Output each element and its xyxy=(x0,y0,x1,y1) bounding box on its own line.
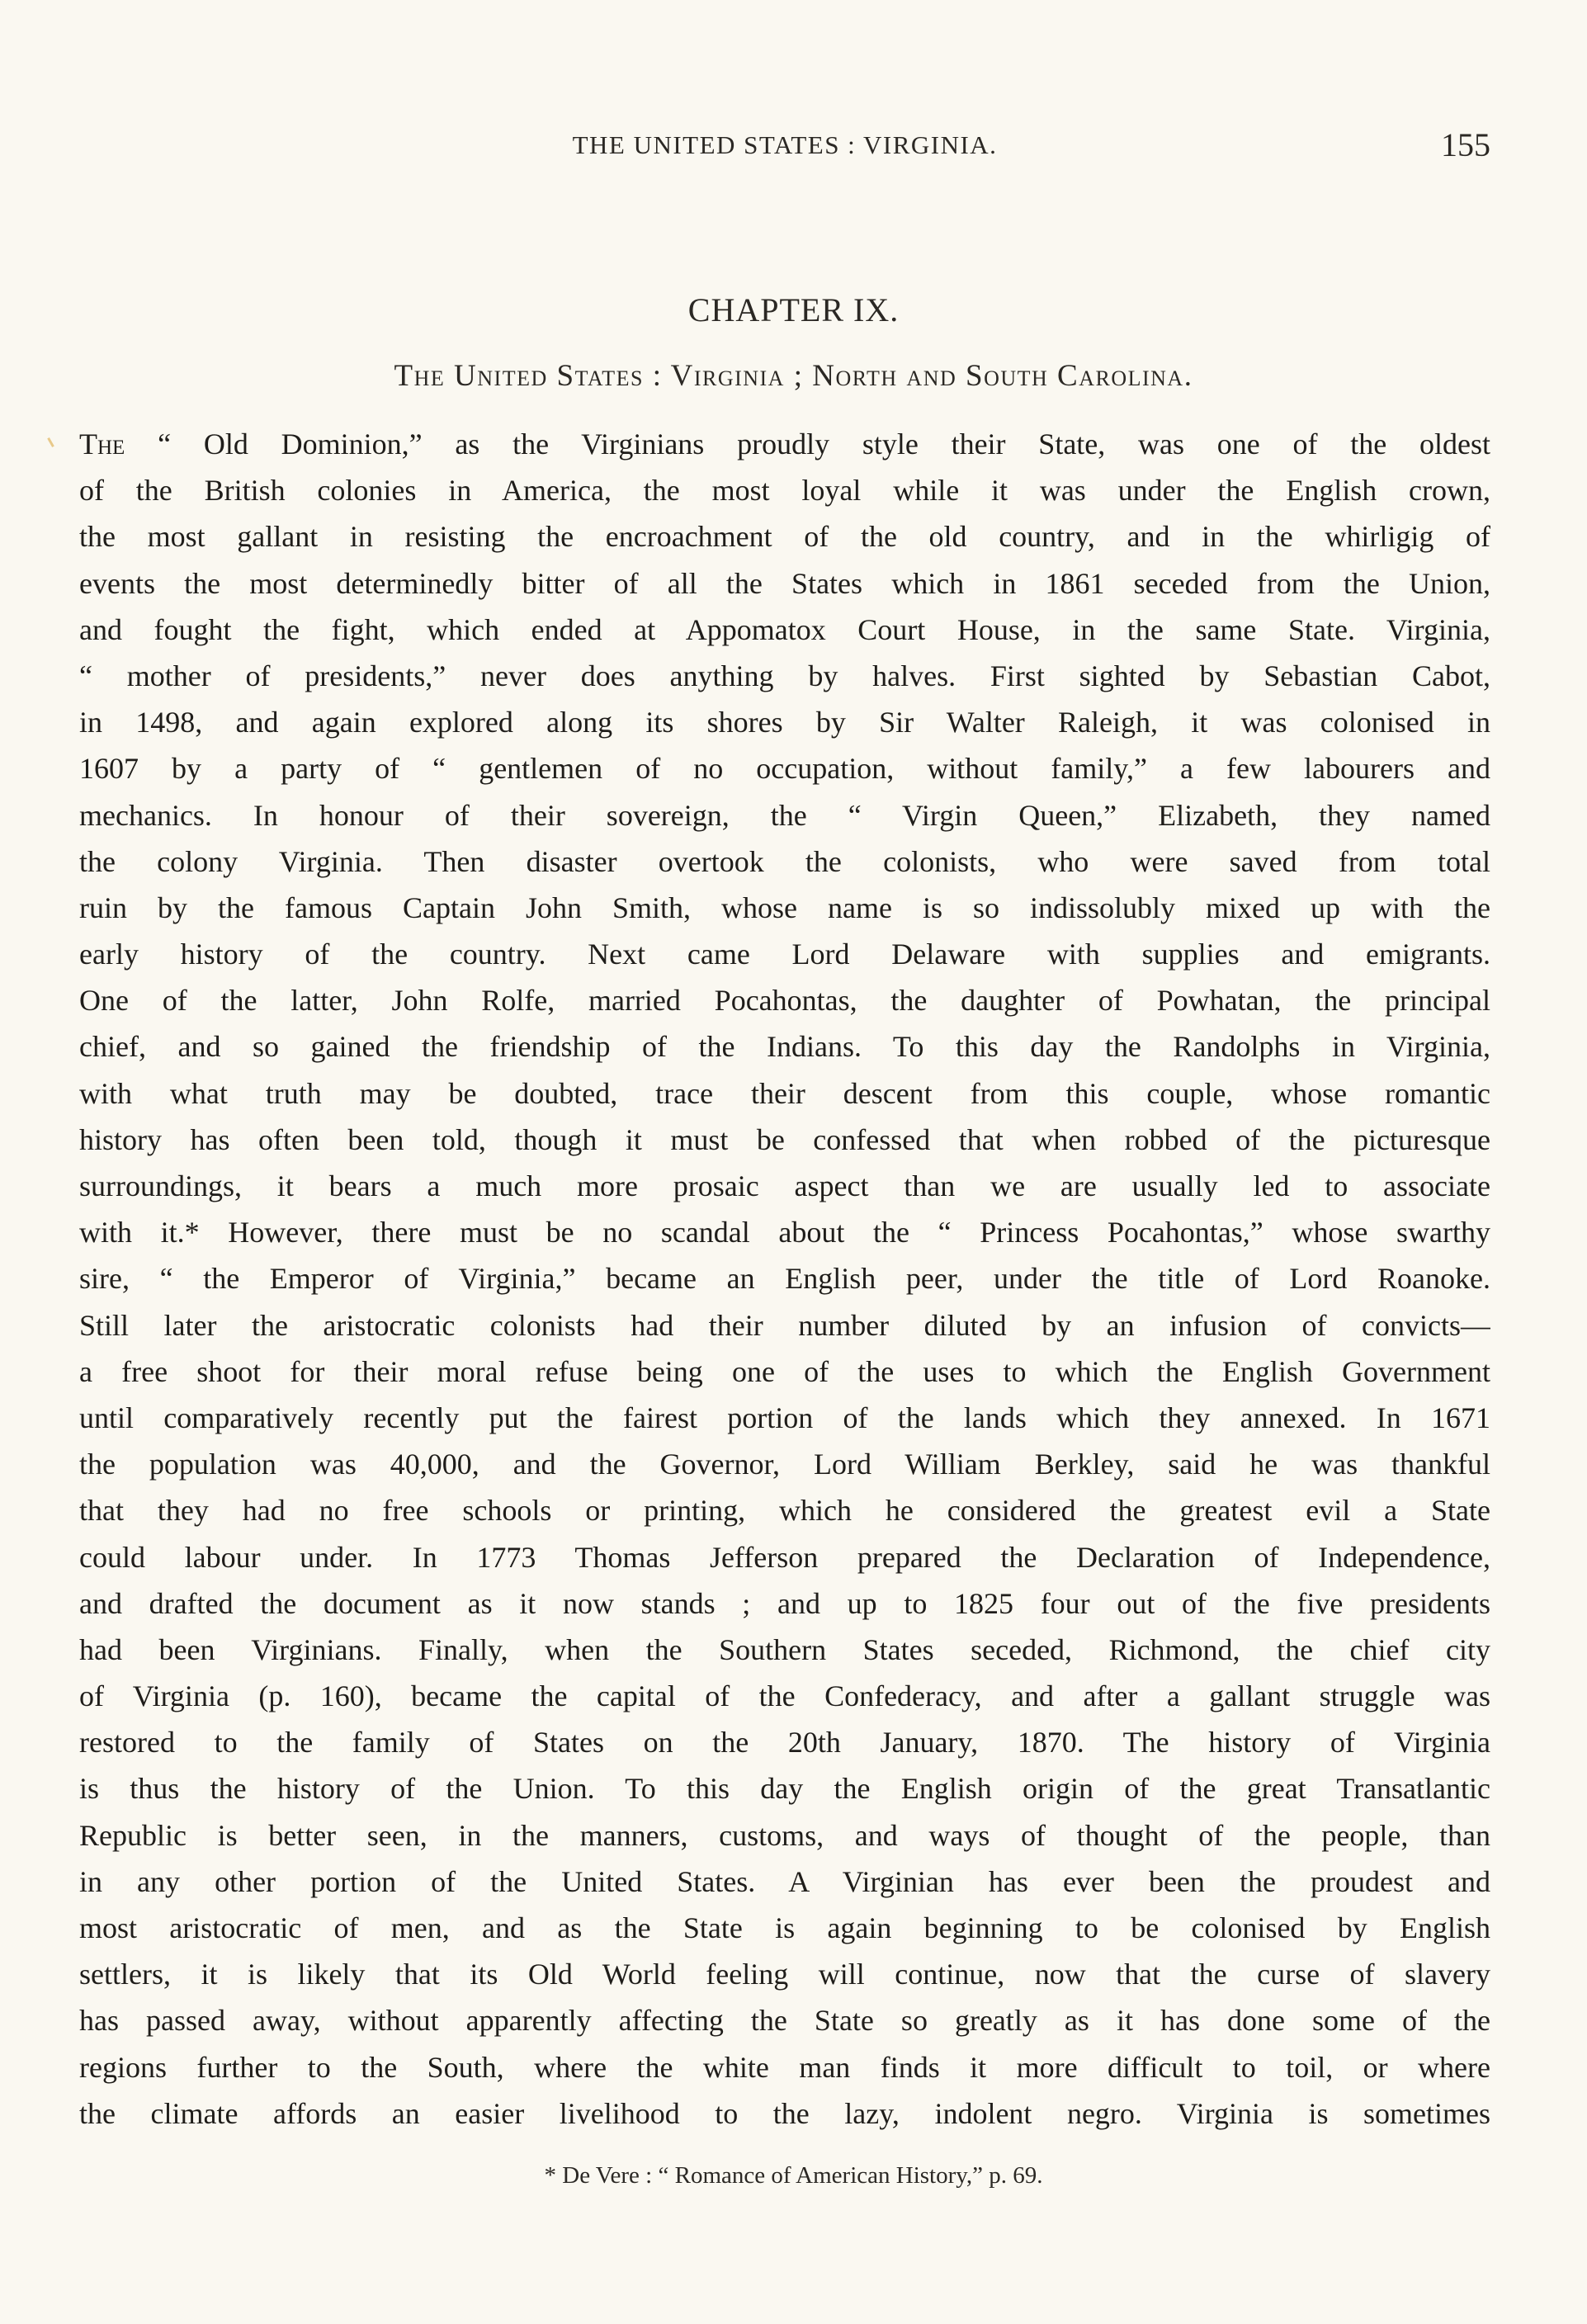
text-line: of the British colonies in America, the most loyal while it was under the English crown, xyxy=(79,474,1490,508)
text-line: mechanics. In honour of their sovereign, the “ Virgin Queen,” Elizabeth, they named xyxy=(79,798,1490,832)
chapter-number: CHAPTER IX. xyxy=(687,291,900,328)
text-line: Still later the aristocratic colonists had their number diluted by an infusion of convicts— xyxy=(79,1308,1490,1342)
text-line: early history of the country. Next came Lord Delaware with supplies and emigrants. xyxy=(79,938,1490,971)
text-line: the most gallant in resisting the encroachment of the old country, and in the whirligig of xyxy=(79,520,1490,554)
body-paragraph xyxy=(79,421,1490,2137)
text-line: settlers, it is likely that its Old World feeling will continue, now that the curse of slavery xyxy=(79,1958,1490,1991)
text-line: could labour under. In 1773 Thomas Jefferson prepared the Declaration of Independence, xyxy=(79,1540,1490,1574)
running-title: THE UNITED STATES : VIRGINIA. xyxy=(572,130,998,159)
text-line: 1607 by a party of “ gentlemen of no occupation, without family,” a few labourers and xyxy=(79,752,1490,786)
text-line: the climate affords an easier livelihood to the lazy, indolent negro. Virginia is sometimes xyxy=(79,2096,1490,2130)
text-line: restored to the family of States on the 20th January, 1870. The history of Virginia xyxy=(79,1726,1490,1760)
text-line: in 1498, and again explored along its shores by Sir Walter Raleigh, it was colonised in xyxy=(79,706,1490,739)
text-line: and fought the fight, which ended at Appomatox Court House, in the same State. Virginia, xyxy=(79,612,1490,646)
text-line: the population was 40,000, and the Governor, Lord William Berkley, said he was thankful xyxy=(79,1448,1490,1481)
text-line-content: “ Old Dominion,” as the Virginians proudly style their State, was one of the oldest xyxy=(125,427,1490,461)
text-line: the colony Virginia. Then disaster overtook the colonists, who were saved from total xyxy=(79,844,1490,878)
text-line: with it.* However, there must be no scandal about the “ Princess Pocahontas,” whose swarthy xyxy=(79,1216,1490,1249)
text-line: events the most determinedly bitter of all the States which in 1861 seceded from the Union, xyxy=(79,566,1490,600)
text-line: “ mother of presidents,” never does anything by halves. First sighted by Sebastian Cabot, xyxy=(79,659,1490,692)
text-line: a free shoot for their moral refuse being one of the uses to which the English Government xyxy=(79,1354,1490,1388)
text-line: regions further to the South, where the white man finds it more difficult to toil, or where xyxy=(79,2050,1490,2084)
text-line: of Virginia (p. 160), became the capital of the Confederacy, and after a gallant struggle was xyxy=(79,1679,1490,1713)
text-line: most aristocratic of men, and as the State is again beginning to be colonised by English xyxy=(79,1911,1490,1944)
text-line: had been Virginians. Finally, when the Southern States seceded, Richmond, the chief city xyxy=(79,1632,1490,1666)
text-line xyxy=(79,421,1490,467)
text-line: that they had no free schools or printing, which he considered the greatest evil a State xyxy=(79,1494,1490,1528)
footnote: * De Vere : “ Romance of American History,” p. 69. xyxy=(544,2162,1043,2189)
text-line: until comparatively recently put the fairest portion of the lands which they annexed. In 1671 xyxy=(79,1401,1490,1434)
text-line: has passed away, without apparently affecting the State so greatly as it has done some of the xyxy=(79,2004,1490,2038)
margin-mark xyxy=(47,437,54,447)
text-line: Republic is better seen, in the manners, customs, and ways of thought of the people, than xyxy=(79,1818,1490,1852)
text-line: with what truth may be doubted, trace their descent from this couple, whose romantic xyxy=(79,1076,1490,1110)
chapter-title: The United States : Virginia ; North and South Carolina. xyxy=(394,359,1193,393)
text-line: and drafted the document as it now stands ; and up to 1825 four out of the five presidents xyxy=(79,1586,1490,1620)
text-line: ruin by the famous Captain John Smith, whose name is so indissolubly mixed up with the xyxy=(79,890,1490,924)
text-line: chief, and so gained the friendship of the Indians. To this day the Randolphs in Virginia, xyxy=(79,1030,1490,1064)
text-line: surroundings, it bears a much more prosaic aspect than we are usually led to associate xyxy=(79,1169,1490,1202)
text-line: sire, “ the Emperor of Virginia,” became an English peer, under the title of Lord Roanoke. xyxy=(79,1262,1490,1296)
text-line: history has often been told, though it must be confessed that when robbed of the picturesque xyxy=(79,1122,1490,1156)
first-word: The xyxy=(79,427,125,461)
text-line: is thus the history of the Union. To this day the English origin of the great Transatlantic xyxy=(79,1772,1490,1806)
text-line: One of the latter, John Rolfe, married Pocahontas, the daughter of Powhatan, the principal xyxy=(79,984,1490,1018)
text-line: in any other portion of the United States. A Virginian has ever been the proudest and xyxy=(79,1864,1490,1898)
running-header xyxy=(79,126,1490,167)
page-number: 155 xyxy=(1441,126,1490,163)
